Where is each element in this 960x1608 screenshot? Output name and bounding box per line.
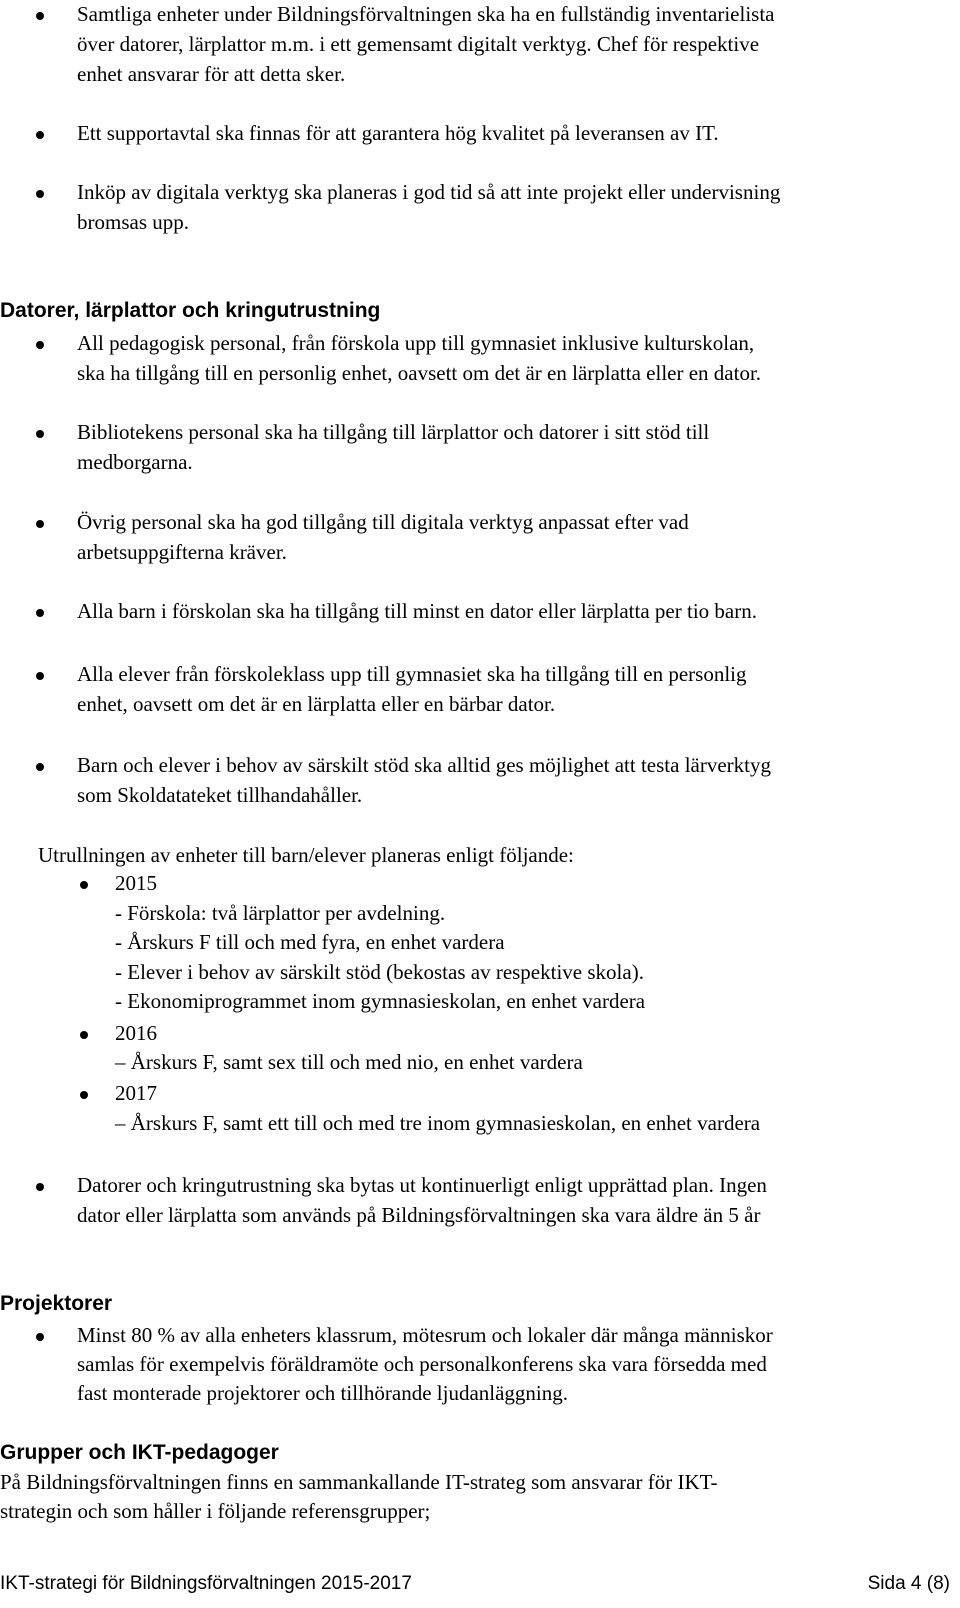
- rollout-intro: Utrullningen av enheter till barn/elever planeras enligt följande:: [38, 843, 574, 867]
- section-heading-projektorer: Projektorer: [0, 1292, 113, 1315]
- paragraph-line: På Bildningsförvaltningen finns en sammankallande IT-strateg som ansvarar för IKT-: [0, 1470, 718, 1494]
- bullet-icon: [36, 520, 44, 528]
- list-item-line: Minst 80 % av alla enheters klassrum, mötesrum och lokaler där många människor: [77, 1323, 773, 1347]
- section-heading-datorer: Datorer, lärplattor och kringutrustning: [0, 299, 381, 322]
- bullet-icon: [36, 430, 44, 438]
- list-item-line: bromsas upp.: [77, 210, 189, 234]
- bullet-icon: [36, 609, 44, 617]
- bullet-icon: [36, 1183, 44, 1191]
- list-item-line: enhet, oavsett om det är en lärplatta eller en bärbar dator.: [77, 692, 556, 716]
- rollout-line: – Årskurs F, samt ett till och med tre inom gymnasieskolan, en enhet vardera: [115, 1111, 761, 1135]
- list-item-line: Inköp av digitala verktyg ska planeras i god tid så att inte projekt eller undervisning: [77, 180, 781, 204]
- list-item-line: ska ha tillgång till en personlig enhet, oavsett om det är en lärplatta eller en dator.: [77, 361, 762, 385]
- list-item-line: Alla elever från förskoleklass upp till gymnasiet ska ha tillgång till en personlig: [77, 662, 747, 686]
- bullet-icon: [36, 341, 44, 349]
- rollout-year: 2015: [115, 871, 157, 895]
- bullet-icon: [36, 131, 44, 139]
- rollout-line: - Årskurs F till och med fyra, en enhet vardera: [115, 930, 505, 954]
- list-item-line: medborgarna.: [77, 450, 193, 474]
- rollout-year: 2017: [115, 1081, 157, 1105]
- list-item-line: fast monterade projektorer och tillhörande ljudanläggning.: [77, 1381, 569, 1405]
- list-item-line: Barn och elever i behov av särskilt stöd ska alltid ges möjlighet att testa lärverktyg: [77, 753, 771, 777]
- list-item-line: Övrig personal ska ha god tillgång till digitala verktyg anpassat efter vad: [77, 510, 689, 534]
- list-item-line: som Skoldatateket tillhandahåller.: [77, 783, 363, 807]
- bullet-icon: [80, 1091, 88, 1099]
- bullet-icon: [80, 1031, 88, 1039]
- list-item-line: All pedagogisk personal, från förskola upp till gymnasiet inklusive kulturskolan,: [77, 331, 755, 355]
- list-item-line: över datorer, lärplattor m.m. i ett gemensamt digitalt verktyg. Chef för respektive: [77, 32, 760, 56]
- list-item-line: Samtliga enheter under Bildningsförvaltningen ska ha en fullständig inventarielista: [77, 2, 775, 26]
- list-item-line: Bibliotekens personal ska ha tillgång till lärplattor och datorer i sitt stöd till: [77, 420, 710, 444]
- footer-page-number: Sida 4 (8): [867, 1573, 950, 1594]
- rollout-line: - Elever i behov av särskilt stöd (bekostas av respektive skola).: [115, 960, 644, 984]
- bullet-icon: [36, 12, 44, 20]
- list-item-line: dator eller lärplatta som används på Bildningsförvaltningen ska vara äldre än 5 år: [77, 1203, 761, 1227]
- list-item-line: Ett supportavtal ska finnas för att garantera hög kvalitet på leveransen av IT.: [77, 121, 719, 145]
- list-item-line: Alla barn i förskolan ska ha tillgång till minst en dator eller lärplatta per tio barn.: [77, 599, 757, 623]
- list-item-line: samlas för exempelvis föräldramöte och personalkonferens ska vara försedda med: [77, 1352, 767, 1376]
- bullet-icon: [36, 763, 44, 771]
- section-heading-grupper: Grupper och IKT-pedagoger: [0, 1441, 279, 1464]
- bullet-icon: [36, 672, 44, 680]
- rollout-line: - Ekonomiprogrammet inom gymnasieskolan, en enhet vardera: [115, 989, 646, 1013]
- paragraph-line: strategin och som håller i följande referensgrupper;: [0, 1499, 431, 1523]
- bullet-icon: [36, 190, 44, 198]
- rollout-line: – Årskurs F, samt sex till och med nio, en enhet vardera: [115, 1050, 583, 1074]
- bullet-icon: [36, 1333, 44, 1341]
- footer-document-title: IKT-strategi för Bildningsförvaltningen 2015-2017: [0, 1573, 412, 1594]
- rollout-year: 2016: [115, 1021, 157, 1045]
- list-item-line: Datorer och kringutrustning ska bytas ut kontinuerligt enligt upprättad plan. Ingen: [77, 1173, 767, 1197]
- list-item-line: enhet ansvarar för att detta sker.: [77, 62, 346, 86]
- bullet-icon: [80, 881, 88, 889]
- rollout-line: - Förskola: två lärplattor per avdelning.: [115, 901, 446, 925]
- list-item-line: arbetsuppgifterna kräver.: [77, 540, 287, 564]
